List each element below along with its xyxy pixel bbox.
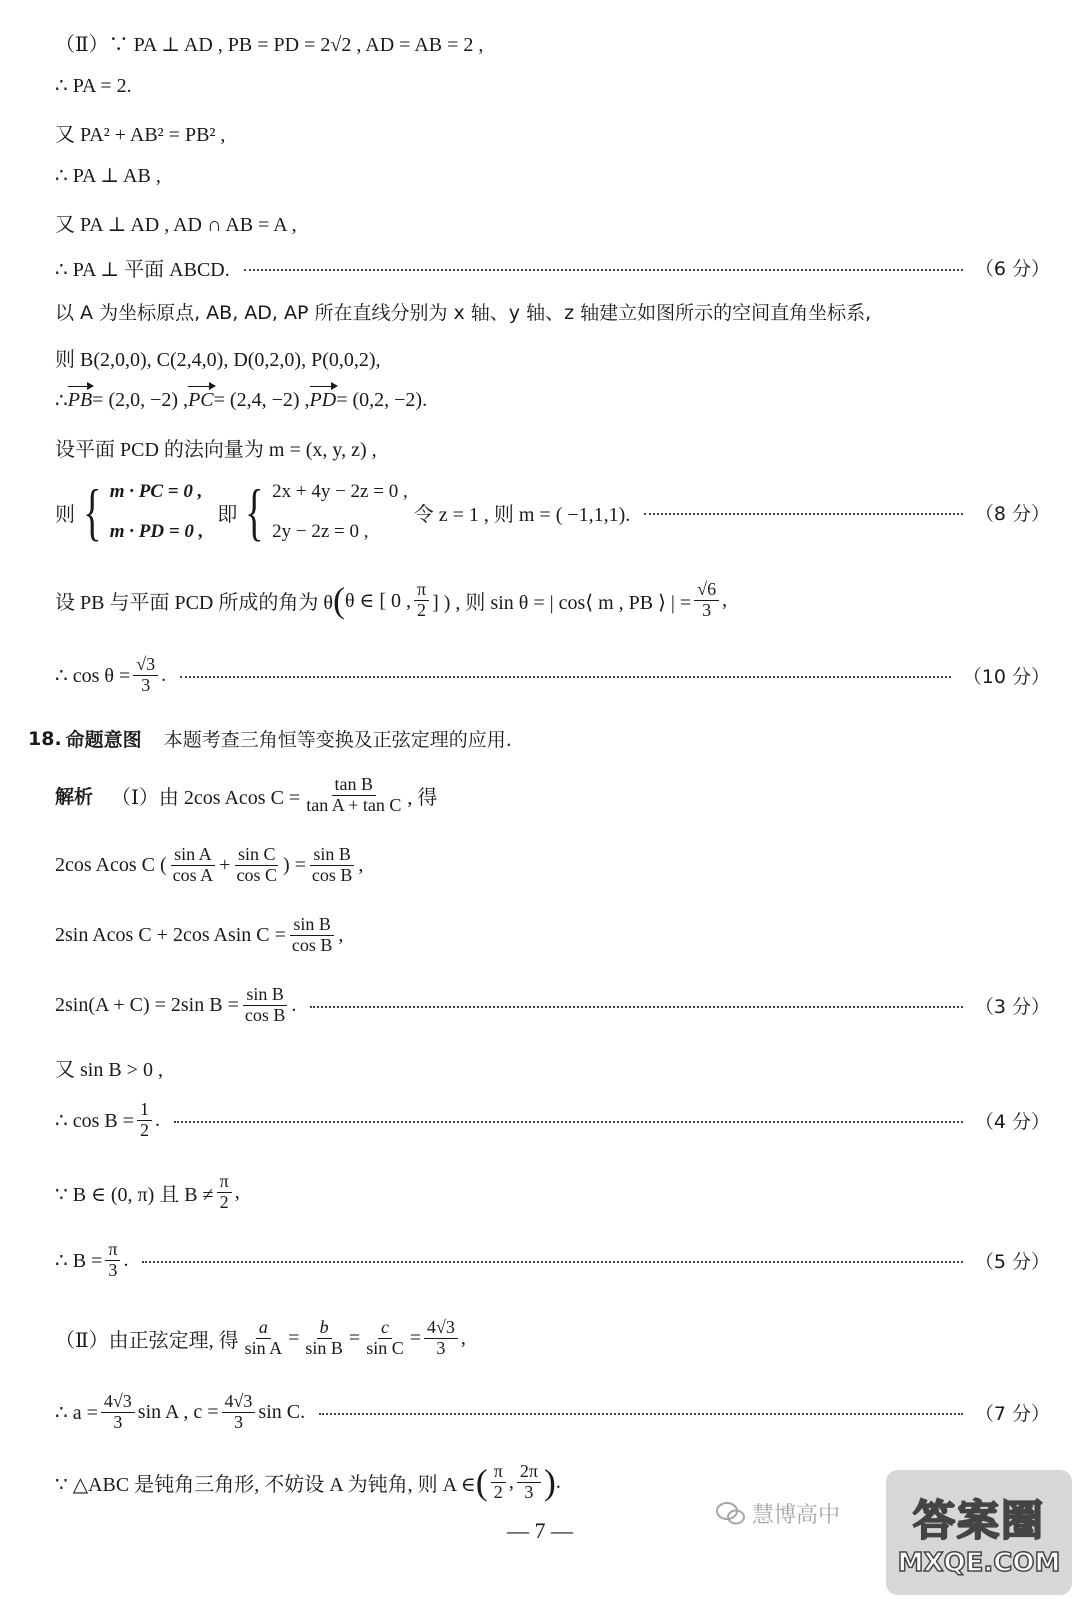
- math-text: （Ⅱ）∵ PA ⊥ AD , PB = PD = 2√2 , AD = AB = 2 ,: [55, 34, 484, 56]
- solution-line: [55, 73, 1050, 98]
- math-text: .: [155, 1108, 161, 1131]
- math-text: 则 B(2,0,0), C(2,4,0), D(0,2,0), P(0,0,2),: [55, 349, 381, 371]
- brace: {: [83, 476, 102, 547]
- logo-url: MXQE.COM: [897, 1547, 1061, 1578]
- math-text: 2sin Acos C + 2cos Asin C =: [55, 923, 286, 946]
- page-number: — 7 —: [507, 1518, 573, 1543]
- math-text: = (2,4, −2) ,: [213, 389, 310, 411]
- math-text: （Ⅰ）由 2cos Acos C =: [111, 786, 301, 809]
- math-text: ∴ PA = 2.: [55, 75, 132, 97]
- math-text: +: [219, 853, 231, 876]
- math-text: = (2,0, −2) ,: [92, 389, 189, 411]
- fraction: $\frac{4√3}{3}$: [222, 1392, 256, 1433]
- math-text: ∴: [55, 390, 68, 412]
- solution-line: [55, 388, 1050, 413]
- solution-line: [55, 1172, 1050, 1213]
- math-text: ∴ cos θ =: [55, 664, 131, 687]
- wechat-icon: [716, 1501, 746, 1527]
- question-header: [28, 725, 1050, 752]
- fraction: $\frac{\text{tan B}}{\text{tan A + tan C}}$: [306, 774, 402, 815]
- dot-leader: [319, 1413, 963, 1415]
- score-label: （8 分）: [974, 502, 1050, 525]
- fraction: $\frac{2\pi}{3}$: [517, 1462, 541, 1503]
- solution-line: [55, 433, 1050, 462]
- logo-text: 答案圈: [912, 1495, 1045, 1545]
- solution-line: [55, 343, 1050, 372]
- fraction: $\frac{\text{sin B}}{\text{cos B}}$: [311, 844, 353, 885]
- dot-leader: [244, 269, 963, 271]
- solution-line: [55, 208, 1050, 237]
- math-text: θ ∈ [ 0 ,: [344, 589, 411, 612]
- math-text: 设平面 PCD 的法向量为 m = (x, y, z) ,: [55, 439, 377, 461]
- solution-line: [55, 915, 1050, 956]
- math-text: ,: [234, 1180, 240, 1203]
- math-text: , 得: [407, 786, 438, 809]
- score-label: （5 分）: [974, 1250, 1050, 1273]
- equation-system: [272, 481, 408, 543]
- math-text: ∴ B =: [55, 1249, 103, 1272]
- math-text: ∵ △ABC 是钝角三角形, 不妨设 A 为钝角, 则 A ∈: [55, 1473, 476, 1496]
- fraction: $\frac{\text{sin B}}{\text{cos B}}$: [291, 914, 333, 955]
- fraction: $\frac{\pi}{2}$: [491, 1462, 506, 1503]
- math-text: 2cos Acos C (: [55, 853, 167, 876]
- paren: (: [475, 1462, 488, 1503]
- solution-line: [55, 1053, 1050, 1082]
- solution-line: [55, 1318, 1050, 1359]
- math-text: .: [291, 993, 297, 1016]
- dot-leader: [142, 1261, 962, 1263]
- vector-pc: PC: [188, 389, 214, 411]
- math-text: ∴ PA ⊥ 平面 ABCD.: [55, 259, 230, 281]
- dot-leader: [644, 513, 963, 515]
- vector-pd: PD: [309, 389, 337, 411]
- fraction: $\frac{\text{sin A}}{\text{cos A}}$: [172, 844, 214, 885]
- dot-leader: [174, 1121, 963, 1123]
- math-text: 设 PB 与平面 PCD 所成的角为 θ: [55, 591, 333, 614]
- dot-leader: [180, 676, 951, 678]
- fraction: $\frac{√6}{3}$: [694, 580, 719, 621]
- solution-line: [55, 28, 1050, 57]
- fraction: $\frac{a}{\text{sin A}}$: [244, 1317, 283, 1358]
- solution-line: [55, 775, 1050, 816]
- section-heading: 解析: [55, 785, 94, 808]
- fraction: $\frac{\pi}{2}$: [217, 1172, 232, 1213]
- math-text: .: [123, 1248, 129, 1271]
- solution-line: [55, 1100, 1050, 1141]
- solution-line: [55, 1240, 1050, 1281]
- fraction: $\frac{1}{2}$: [137, 1100, 152, 1141]
- math-text: 即: [217, 503, 238, 526]
- equation-system-line: [55, 476, 1050, 547]
- math-text: sin C.: [258, 1400, 306, 1423]
- equation: m · PD = 0 ,: [109, 521, 204, 542]
- math-text: 令 z = 1 , 则 m = ( −1,1,1).: [413, 503, 631, 526]
- math-text: sin A , c =: [137, 1400, 219, 1423]
- math-text: .: [161, 663, 167, 686]
- equation: m · PC = 0 ,: [109, 481, 203, 502]
- math-text: = (0,2, −2).: [336, 389, 428, 411]
- math-text: 又 PA² + AB² = PB² ,: [55, 124, 226, 146]
- paren: ): [543, 1462, 556, 1503]
- equation: 2x + 4y − 2z = 0 ,: [272, 481, 408, 502]
- solution-line: [55, 163, 1050, 188]
- fraction: $\frac{\text{sin B}}{\text{cos B}}$: [244, 984, 286, 1025]
- fraction: $\frac{4√3}{3}$: [424, 1318, 458, 1359]
- solution-line: [55, 298, 1050, 325]
- math-text: ] ) , 则 sin θ = | cos⟨ m , PB ⟩ | =: [432, 591, 692, 614]
- fraction: $\frac{√3}{3}$: [133, 655, 158, 696]
- solution-line: [55, 845, 1050, 886]
- fraction: $\frac{c}{\text{sin C}}$: [366, 1317, 404, 1358]
- solution-line: [55, 655, 1050, 696]
- equation: 2y − 2z = 0 ,: [272, 521, 369, 542]
- math-text: ) =: [282, 853, 306, 876]
- solution-line: [55, 118, 1050, 147]
- solution-line: ∵ △ABC 是钝角三角形, 不妨设 A 为钝角, 则 A ∈ ( $\frac{\pi}{2}$ , $\frac{2\pi}{3}$ ) .: [55, 1461, 561, 1503]
- equation-system: [110, 481, 204, 543]
- intent-text: 本题考查三角恒等变换及正弦定理的应用.: [163, 729, 512, 751]
- math-text: ,: [722, 588, 728, 611]
- score-label: （3 分）: [974, 995, 1050, 1018]
- math-text: 又 sin B > 0 ,: [55, 1059, 163, 1081]
- math-text: ∵ B ∈ (0, π) 且 B ≠: [55, 1183, 214, 1206]
- question-number: 18.: [28, 727, 62, 750]
- math-text: 以 A 为坐标原点, AB, AD, AP 所在直线分别为 x 轴、y 轴、z 轴建立如图所示的空间直角坐标系,: [55, 302, 872, 324]
- math-text: ∴ PA ⊥ AB ,: [55, 165, 161, 187]
- math-text: 则: [55, 503, 75, 526]
- score-label: （10 分）: [962, 665, 1050, 688]
- score-label: （4 分）: [974, 1110, 1050, 1133]
- solution-line: [55, 1392, 1050, 1433]
- solution-line: [55, 580, 1050, 621]
- math-text: （Ⅱ）由正弦定理, 得: [55, 1329, 239, 1352]
- math-text: ,: [358, 853, 364, 876]
- dot-leader: [310, 1006, 963, 1008]
- math-text: =: [409, 1326, 421, 1349]
- fraction: $\frac{b}{\text{sin B}}$: [305, 1317, 343, 1358]
- paren: (: [332, 580, 345, 621]
- fraction: $\frac{\pi}{3}$: [105, 1240, 120, 1281]
- math-text: =: [348, 1326, 361, 1349]
- math-text: ,: [460, 1326, 466, 1349]
- math-text: ,: [338, 923, 344, 946]
- math-text: 2sin(A + C) = 2sin B =: [55, 993, 239, 1016]
- watermark: [716, 1498, 840, 1529]
- vector-pb: PB: [67, 389, 93, 411]
- score-label: （7 分）: [974, 1402, 1050, 1425]
- fraction: $\frac{\pi}{2}$: [414, 580, 429, 621]
- math-text: =: [288, 1326, 300, 1349]
- math-text: ∴ cos B =: [55, 1109, 135, 1132]
- fraction: $\frac{\text{sin C}}{\text{cos C}}$: [236, 844, 277, 885]
- site-logo: [886, 1470, 1072, 1595]
- math-text: 又 PA ⊥ AD , AD ∩ AB = A ,: [55, 214, 297, 236]
- solution-line: [55, 985, 1050, 1026]
- math-text: ∴ a =: [55, 1401, 98, 1424]
- watermark-text: 慧博高中: [752, 1503, 841, 1528]
- fraction: $\frac{4√3}{3}$: [101, 1392, 135, 1433]
- solution-line: [55, 253, 1050, 282]
- brace: {: [245, 476, 264, 547]
- score-label: （6 分）: [974, 258, 1050, 280]
- section-heading: 命题意图: [65, 729, 142, 751]
